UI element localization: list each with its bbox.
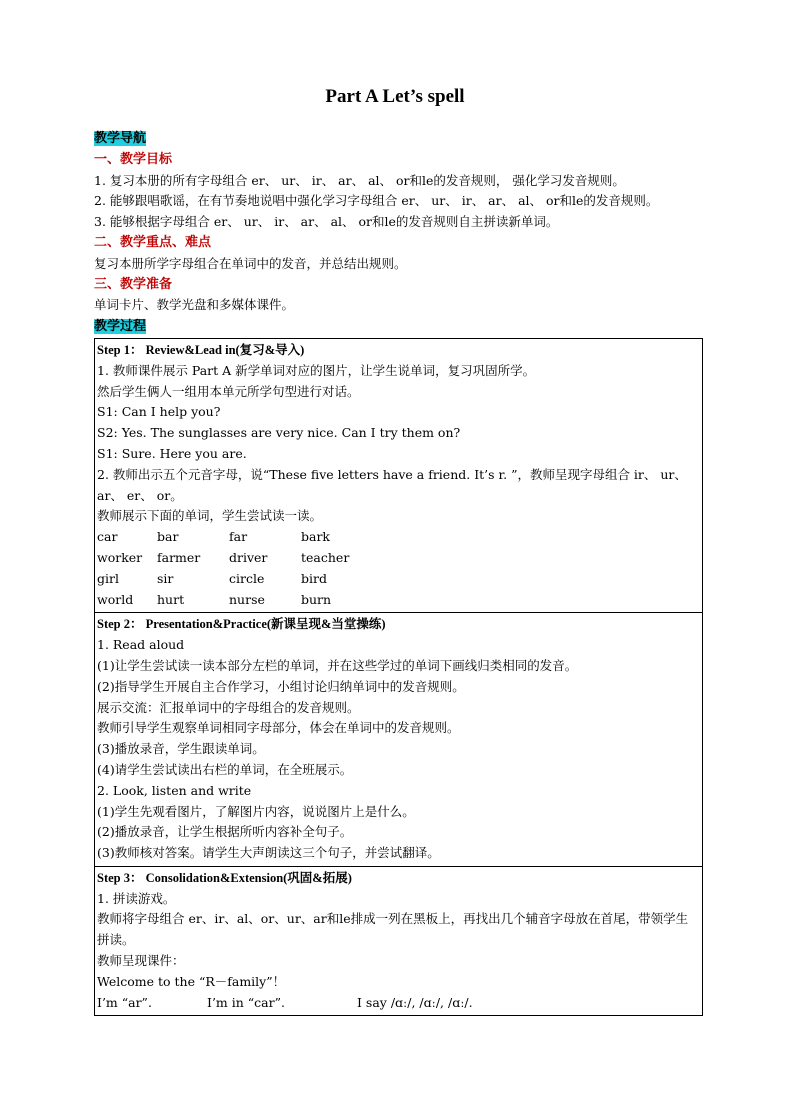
word: bark bbox=[301, 529, 331, 545]
word: girl bbox=[97, 570, 119, 586]
phrase: I say /ɑː/, /ɑː/, /ɑː/. bbox=[357, 994, 473, 1010]
page-title: Part A Let’s spell bbox=[325, 86, 465, 107]
step1-line: 1. 教师课件展示 Part A 新学单词对应的图片，让学生说单词，复习巩固所学。 bbox=[97, 362, 536, 378]
word: bird bbox=[301, 570, 327, 586]
phrase: I’m in “car”. bbox=[207, 994, 285, 1010]
nav-label: 教学导航 bbox=[94, 131, 147, 146]
word-row bbox=[97, 548, 700, 569]
step2-line: (2)播放录音，让学生根据所听内容补全句子。 bbox=[97, 824, 353, 840]
word: hurt bbox=[157, 591, 185, 607]
process-label: 教学过程 bbox=[94, 319, 147, 335]
step2-line: (1)学生先观看图片，了解图片内容，说说图片上是什么。 bbox=[97, 803, 415, 819]
step3-line: 教师呈现课件： bbox=[97, 953, 185, 969]
lesson-plan bbox=[94, 128, 704, 1016]
keypoints-heading: 二、教学重点、难点 bbox=[94, 234, 212, 250]
step1-line: S1: Can I help you? bbox=[97, 404, 221, 420]
word: world bbox=[97, 591, 134, 607]
word: farmer bbox=[157, 549, 201, 565]
word: bar bbox=[157, 529, 179, 545]
step3-line: 1. 拼读游戏。 bbox=[97, 890, 176, 906]
phrase: I’m “ar”. bbox=[97, 994, 152, 1010]
step1-line: S1: Sure. Here you are. bbox=[97, 445, 247, 461]
word: far bbox=[229, 529, 248, 545]
word-row bbox=[97, 527, 700, 548]
process-table bbox=[94, 338, 703, 1017]
step3-row bbox=[95, 866, 703, 1016]
step2-cell bbox=[95, 613, 703, 867]
step1-row bbox=[95, 338, 703, 612]
step1-line: S2: Yes. The sunglasses are very nice. Can I try them on? bbox=[97, 425, 461, 441]
step1-heading: Step 1： Review&Lead in(复习&导入) bbox=[97, 342, 305, 357]
step2-heading: Step 2： Presentation&Practice(新课呈现&当堂操练) bbox=[97, 617, 386, 632]
word-row bbox=[97, 590, 700, 611]
step1-line: 2. 教师出示五个元音字母，说“These five letters have a friend. It’s r. ”，教师呈现字母组合 ir、 ur、 ar、 er、 or。 bbox=[97, 466, 687, 503]
goal-item: 2. 能够跟唱歌谣，在有节奏地说唱中强化学习字母组合 er、 ur、 ir、 ar、 al、 or和le的发音规则。 bbox=[94, 193, 659, 209]
step2-line: (1)让学生尝试读一读本部分左栏的单词，并在这些学过的单词下画线归类相同的发音。 bbox=[97, 657, 578, 673]
step1-cell bbox=[95, 338, 703, 612]
step2-line: 2. Look, listen and write bbox=[97, 782, 252, 798]
prep-heading: 三、教学准备 bbox=[94, 276, 173, 292]
word: nurse bbox=[229, 591, 265, 607]
step1-line: 然后学生俩人一组用本单元所学句型进行对话。 bbox=[97, 383, 360, 399]
prep-text: 单词卡片、教学光盘和多媒体课件。 bbox=[94, 297, 295, 313]
word: car bbox=[97, 529, 118, 545]
word: teacher bbox=[301, 549, 350, 565]
step3-line: 教师将字母组合 er、ir、al、or、ur、ar和le排成一列在黑板上，再找出几个辅音字母放在首尾，带领学生拼读。 bbox=[97, 911, 689, 948]
step2-row bbox=[95, 613, 703, 867]
word: worker bbox=[97, 549, 143, 565]
word: driver bbox=[229, 549, 268, 565]
step3-heading: Step 3： Consolidation&Extension(巩固&拓展) bbox=[97, 870, 352, 885]
goal-item: 3. 能够根据字母组合 er、 ur、 ir、 ar、 al、 or和le的发音规则自主拼读新单词。 bbox=[94, 214, 559, 230]
word-row bbox=[97, 569, 700, 590]
step2-line: (3)播放录音，学生跟读单词。 bbox=[97, 741, 265, 757]
step2-line: (2)指导学生开展自主合作学习，小组讨论归纳单词中的发音规则。 bbox=[97, 678, 465, 694]
word: burn bbox=[301, 591, 332, 607]
goals-heading: 一、教学目标 bbox=[94, 151, 173, 167]
step2-line: (3)教师核对答案。请学生大声朗读这三个句子，并尝试翻译。 bbox=[97, 845, 440, 861]
step2-line: 1. Read aloud bbox=[97, 637, 185, 653]
word: sir bbox=[157, 570, 174, 586]
step1-line: 教师展示下面的单词，学生尝试读一读。 bbox=[97, 508, 323, 524]
step2-line: 教师引导学生观察单词相同字母部分，体会在单词中的发音规则。 bbox=[97, 720, 460, 736]
step3-cell bbox=[95, 866, 703, 1016]
step2-line: 展示交流：汇报单词中的字母组合的发音规则。 bbox=[97, 699, 360, 715]
word: circle bbox=[229, 570, 265, 586]
step3-line: Welcome to the “R－family”！ bbox=[97, 973, 286, 989]
keypoints-text: 复习本册所学字母组合在单词中的发音，并总结出规则。 bbox=[94, 255, 407, 271]
step2-line: (4)请学生尝试读出右栏的单词，在全班展示。 bbox=[97, 761, 353, 777]
step3-last-line bbox=[97, 993, 700, 1014]
goal-item: 1. 复习本册的所有字母组合 er、 ur、 ir、 ar、 al、 or和le的发音规则， 强化学习发音规则。 bbox=[94, 172, 625, 188]
